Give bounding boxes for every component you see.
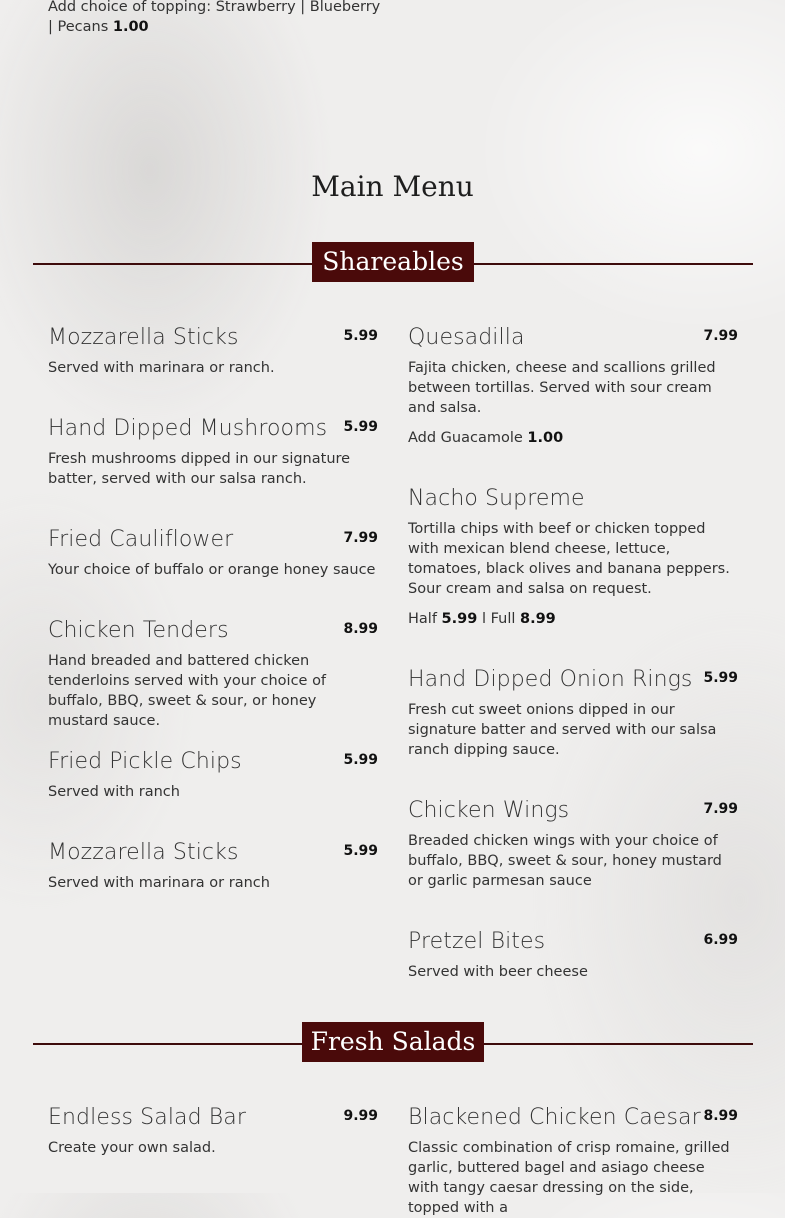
section-title-salads: Fresh Salads xyxy=(302,1022,484,1062)
item-name: Blackened Chicken Caesar xyxy=(408,1105,701,1130)
item-description: Served with marinara or ranch xyxy=(48,875,270,891)
item-price: 5.99 xyxy=(703,670,738,686)
menu-item xyxy=(408,667,738,760)
item-price: 8.99 xyxy=(343,621,378,637)
item-price: 5.99 xyxy=(343,419,378,435)
item-name: Fried Cauliflower xyxy=(48,527,234,552)
half-price: 5.99 xyxy=(441,611,478,627)
item-name: Hand Dipped Mushrooms xyxy=(48,416,328,441)
item-price: 5.99 xyxy=(343,843,378,859)
portion-separator: l xyxy=(481,611,486,627)
item-name: Quesadilla xyxy=(408,325,525,350)
menu-item xyxy=(48,618,378,731)
item-description: Create your own salad. xyxy=(48,1140,216,1156)
item-price: 5.99 xyxy=(343,328,378,344)
section-header-shareables xyxy=(33,242,753,282)
item-name: Hand Dipped Onion Rings xyxy=(408,667,693,692)
menu-item xyxy=(408,325,738,448)
topping-note xyxy=(48,0,388,37)
addon-price: 1.00 xyxy=(527,430,564,446)
item-price: 7.99 xyxy=(343,530,378,546)
item-name: Chicken Tenders xyxy=(48,618,229,643)
item-description: Served with marinara or ranch. xyxy=(48,360,275,376)
full-label: Full xyxy=(490,611,516,627)
half-label: Half xyxy=(408,611,437,627)
menu-item xyxy=(408,486,738,629)
item-price: 8.99 xyxy=(703,1108,738,1124)
item-name: Pretzel Bites xyxy=(408,929,546,954)
item-price: 7.99 xyxy=(703,328,738,344)
topping-note-text: Add choice of topping: Strawberry | Blueberry | Pecans xyxy=(48,0,381,35)
item-name: Mozzarella Sticks xyxy=(48,325,239,350)
menu-item xyxy=(408,1105,738,1218)
item-portion-prices xyxy=(408,609,738,629)
item-description: Served with ranch xyxy=(48,784,180,800)
item-description: Fresh cut sweet onions dipped in our signature batter and served with our salsa ranch dipping sauce. xyxy=(408,702,717,758)
menu-item xyxy=(48,527,378,580)
section-header-salads xyxy=(33,1022,753,1062)
item-description: Served with beer cheese xyxy=(408,964,588,980)
item-price: 9.99 xyxy=(343,1108,378,1124)
item-addon xyxy=(408,428,738,448)
item-description: Breaded chicken wings with your choice of buffalo, BBQ, sweet & sour, honey mustard or garlic parmesan sauce xyxy=(408,833,722,889)
item-description: Tortilla chips with beef or chicken topped with mexican blend cheese, lettuce, tomatoes, black olives and banana peppers. Sour cream and salsa on request. xyxy=(408,521,730,597)
menu-item xyxy=(48,749,378,802)
section-title-shareables: Shareables xyxy=(312,242,474,282)
item-price: 6.99 xyxy=(703,932,738,948)
page-title: Main Menu xyxy=(311,170,474,203)
item-name: Fried Pickle Chips xyxy=(48,749,242,774)
menu-item xyxy=(408,798,738,891)
item-name: Mozzarella Sticks xyxy=(48,840,239,865)
item-price: 5.99 xyxy=(343,752,378,768)
item-description: Hand breaded and battered chicken tenderloins served with your choice of buffalo, BBQ, sweet & sour, or honey mustard sauce. xyxy=(48,653,327,729)
item-description: Your choice of buffalo or orange honey sauce xyxy=(48,562,376,578)
menu-item xyxy=(48,1105,378,1158)
menu-item xyxy=(48,840,378,893)
item-description: Fajita chicken, cheese and scallions grilled between tortillas. Served with sour cream and salsa. xyxy=(408,360,716,416)
full-price: 8.99 xyxy=(519,611,556,627)
item-description: Fresh mushrooms dipped in our signature batter, served with our salsa ranch. xyxy=(48,451,351,487)
menu-item xyxy=(48,325,378,378)
item-description: Classic combination of crisp romaine, grilled garlic, buttered bagel and asiago cheese with tangy caesar dressing on the side, topped with a xyxy=(408,1140,730,1216)
topping-note-price: 1.00 xyxy=(112,19,149,35)
item-name: Nacho Supreme xyxy=(408,486,585,511)
menu-item xyxy=(408,929,738,982)
item-price: 7.99 xyxy=(703,801,738,817)
item-name: Chicken Wings xyxy=(408,798,570,823)
item-name: Endless Salad Bar xyxy=(48,1105,247,1130)
menu-item xyxy=(48,416,378,489)
addon-label: Add Guacamole xyxy=(408,430,523,446)
